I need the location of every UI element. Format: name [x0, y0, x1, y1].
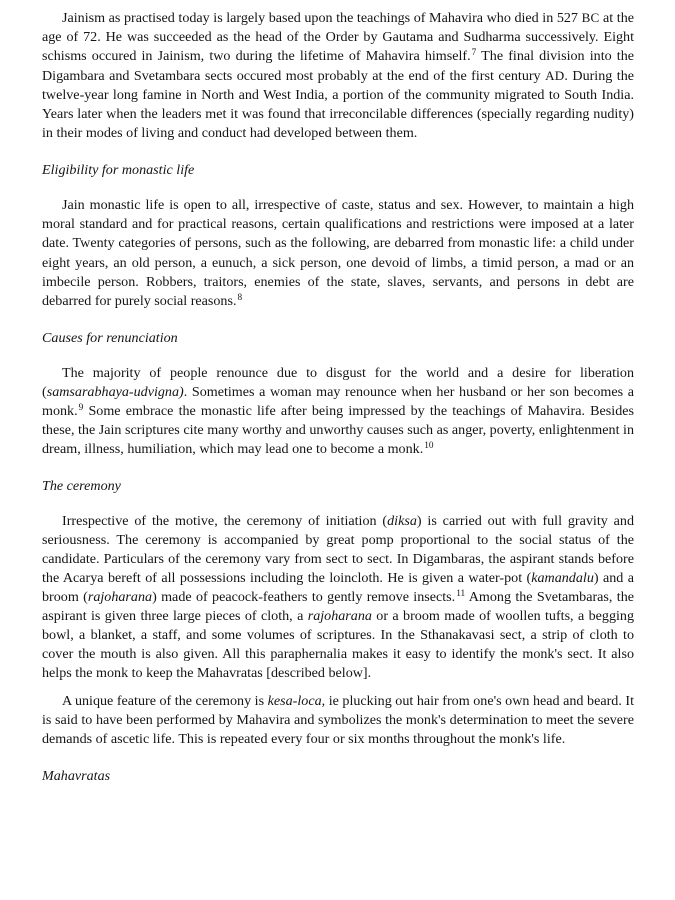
text-run: A unique feature of the ceremony is — [62, 692, 268, 709]
paragraph-eligibility — [42, 196, 634, 310]
heading-the-ceremony: The ceremony — [42, 477, 121, 494]
footnote-marker-10: 10 — [424, 441, 434, 452]
text-run: Jain monastic life is open to all, irrespective of caste, status and sex. However, to maintain a high moral standard and for practical reasons, certain qualifications and restrictions were imposed at a later date. Twenty categories of persons, such as the following, are debarred from monastic life: a child under eight years, an old person, a eunuch, a sick person, one devoid of limbs, a timid person, a mad or an imbecile person. Robbers, traitors, enemies of the state, slaves, servants, and persons in debt are debarred for purely social reasons. — [42, 197, 634, 309]
paragraph-causes — [42, 364, 634, 459]
text-run: ) is carried out with full gravity and seriousness. The ceremony is accompanied by great pomp proportional to the social status of the candidate. Particulars of the ceremony vary from sect to sect. In Digambaras, the aspirant stands before the Acarya bereft of all possessions including the loincloth. He is given a water-pot ( — [42, 512, 635, 587]
italic-term: diksa — [387, 512, 417, 529]
text-run: The final division into the Digambara and Svetambara sects occured most probably at the end of the first century — [42, 48, 635, 85]
text-run: ) and a broom ( — [42, 570, 634, 606]
paragraph-ceremony-initiation — [42, 512, 634, 683]
text-run: or a broom made of woollen tufts, a begging bowl, a blanket, a staff, and some volumes of scriptures. In the Sthanakavasi sect, a strip of cloth to cover the mouth is also given. All this paraphernalia makes it easy to identify the monk's sect. It also helps the monk to keep the Mahavratas [described below]. — [42, 608, 634, 682]
italic-term: rajoharana — [307, 608, 372, 625]
italic-term: rajoharana — [87, 589, 153, 606]
footnote-marker-7: 7 — [471, 48, 477, 59]
page-content — [42, 8, 634, 786]
footnote-marker-8: 8 — [237, 292, 243, 303]
heading-eligibility-for-monastic-life: Eligibility for monastic life — [42, 162, 195, 179]
text-run: Among the Svetambaras, the aspirant is given three large pieces of cloth, a — [42, 589, 634, 625]
footnote-marker-11: 11 — [456, 589, 466, 600]
text-run: . During the twelve-year long famine in North and West India, a portion of the community migrated to South India. Years later when the leaders met it was found that irreconcilable differences (specially regarding nudity) in their modes of living and conduct had developed between them. — [42, 68, 634, 142]
text-run: Jainism as practised today is largely based upon the teachings of Mahavira who died in 527 — [62, 10, 582, 26]
paragraph-kesa-loca — [42, 692, 634, 749]
text-run: at the age of 72. He was succeeded as the head of the Order by Gautama and Sudharma successively. Eight schisms occured in Jainism, two during the lifetime of Mahavira himself. — [42, 10, 634, 65]
text-run: ie plucking out hair from one's own head and beard. It is said to have been performed by Mahavira and symbolizes the monk's determination to meet the severe demands of ascetic life. This is repeated every four or six months throughout the monk's life. — [42, 692, 634, 747]
italic-term: kesa-loca, — [267, 692, 326, 709]
text-run: Irrespective of the motive, the ceremony of initiation ( — [62, 512, 388, 529]
small-caps-era-ad: AD — [545, 68, 565, 84]
text-run: Some embrace the monastic life after being impressed by the teachings of Mahavira. Besides these, the Jain scriptures cite many worthy and unworthy causes such as anger, poverty, enlightenment in dream, illness, humiliation, which may lead one to become a monk. — [42, 402, 634, 457]
paragraph-jainism-history — [42, 8, 634, 143]
small-caps-era-bc: BC — [581, 10, 600, 25]
italic-term: samsarabhaya-udvigna) — [46, 383, 184, 400]
text-run: The majority of people renounce due to disgust for the world and a desire for liberation ( — [42, 364, 634, 400]
text-run: . Sometimes a woman may renounce when her husband or her son becomes a monk. — [42, 383, 634, 419]
heading-mahavratas: Mahavratas — [42, 768, 111, 785]
text-run: ) made of peacock-feathers to gently remove insects. — [152, 589, 456, 606]
italic-term: kamandalu — [531, 570, 594, 587]
heading-causes-for-renunciation: Causes for renunciation — [42, 329, 178, 346]
footnote-marker-9: 9 — [78, 402, 84, 413]
